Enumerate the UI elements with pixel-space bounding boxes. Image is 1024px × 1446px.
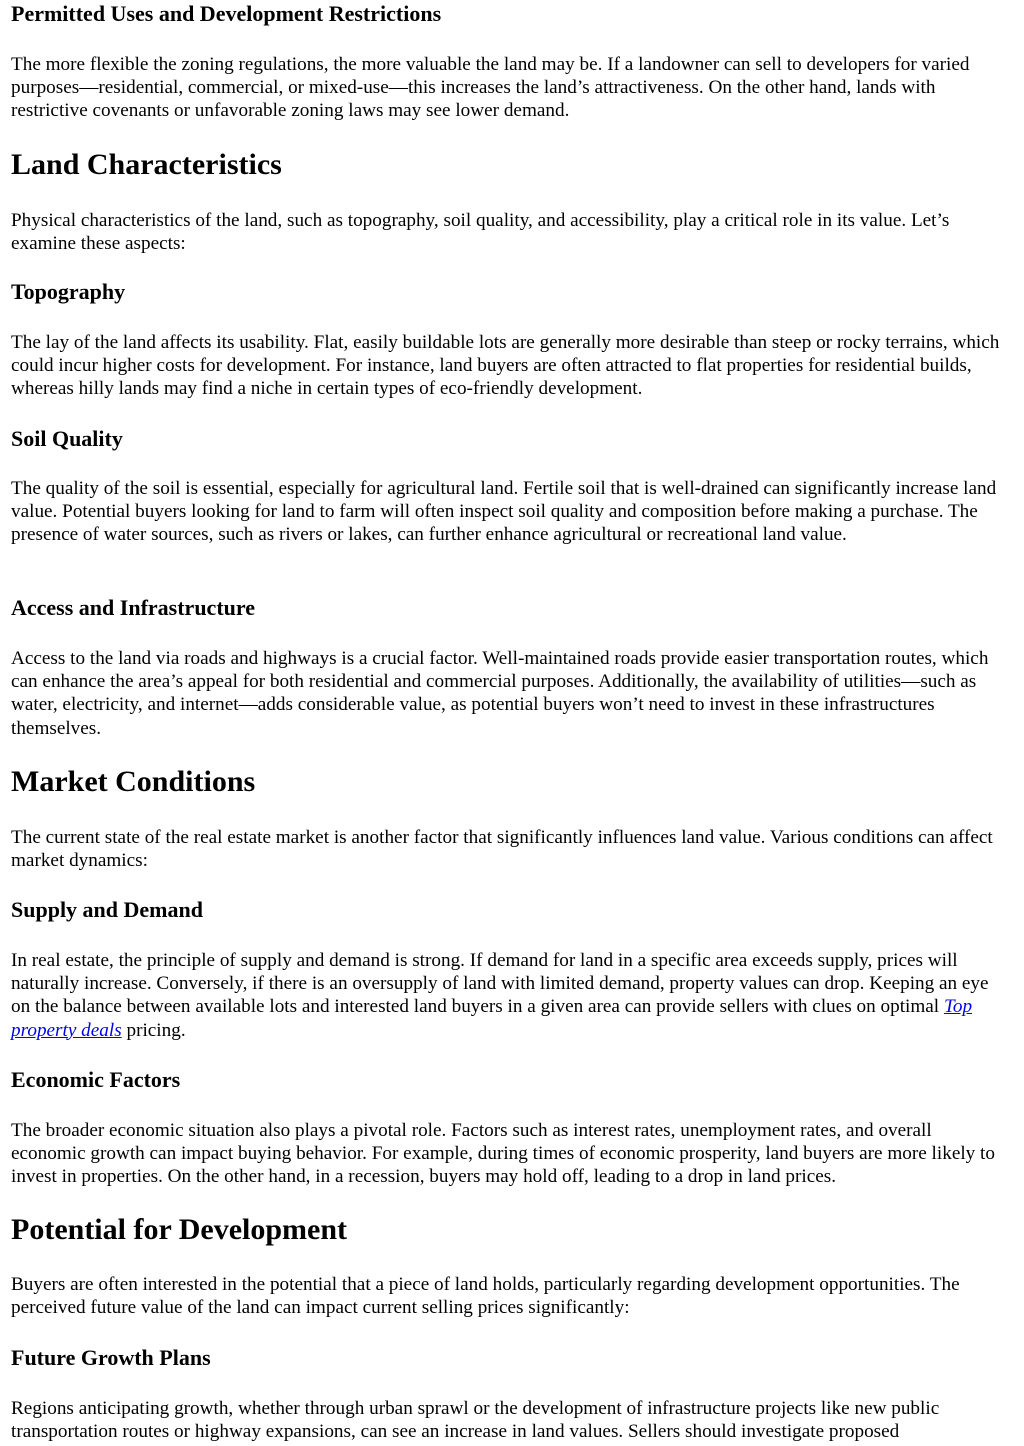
paragraph-development-intro: Buyers are often interested in the potential that a piece of land holds, particularly regarding development opportunities. The perceived future value of the land can impact current selling prices significantly: (11, 1274, 960, 1319)
heading-land-characteristics: Land Characteristics (11, 148, 282, 181)
paragraph-supply-demand (11, 949, 1011, 1042)
heading-access-infrastructure: Access and Infrastructure (11, 595, 256, 620)
heading-economic-factors: Economic Factors (11, 1067, 181, 1092)
heading-potential-development: Potential for Development (11, 1213, 348, 1246)
paragraph-topography: The lay of the land affects its usability. Flat, easily buildable lots are generally more desirable than steep or rocky terrains, which could incur higher costs for development. For instance, land buyers are often attracted to flat properties for residential builds, whereas hilly lands may find a niche in certain types of eco-friendly development. (11, 332, 1000, 400)
heading-permitted-uses: Permitted Uses and Development Restrictions (11, 1, 442, 26)
heading-soil-quality: Soil Quality (11, 426, 123, 451)
paragraph-soil-quality: The quality of the soil is essential, especially for agricultural land. Fertile soil that is well-drained can significantly increase land value. Potential buyers looking for land to farm will often inspect soil quality and composition before making a purchase. The presence of water sources, such as rivers or lakes, can further enhance agricultural or recreational land value. (11, 478, 997, 546)
paragraph-market-intro: The current state of the real estate market is another factor that significantly influences land value. Various conditions can affect market dynamics: (11, 827, 993, 872)
paragraph-economic-factors: The broader economic situation also plays a pivotal role. Factors such as interest rates, unemployment rates, and overall economic growth can impact buying behavior. For example, during times of economic prosperity, land buyers are more likely to invest in properties. On the other hand, in a recession, buyers may hold off, leading to a drop in land prices. (11, 1120, 995, 1188)
heading-supply-demand: Supply and Demand (11, 897, 203, 922)
paragraph-land-intro: Physical characteristics of the land, such as topography, soil quality, and accessibility, play a critical role in its value. Let’s examine these aspects: (11, 210, 950, 255)
supply-text-before: In real estate, the principle of supply and demand is strong. If demand for land in a specific area exceeds supply, prices will naturally increase. Conversely, if there is an oversupply of land with limited demand, property values can drop. Keeping an eye on the balance between available lots and interested land buyers in a given area can provide sellers with clues on optimal (11, 950, 989, 1018)
supply-text-after: pricing. (121, 1019, 186, 1041)
heading-market-conditions: Market Conditions (11, 765, 256, 798)
heading-future-growth: Future Growth Plans (11, 1345, 211, 1370)
paragraph-future-growth: Regions anticipating growth, whether through urban sprawl or the development of infrastructure projects like new public transportation routes or highway expansions, can see an increase in land values. Sellers should investigate proposed (11, 1398, 940, 1443)
heading-topography: Topography (11, 279, 126, 304)
paragraph-access-infrastructure: Access to the land via roads and highways is a crucial factor. Well-maintained roads provide easier transportation routes, which can enhance the area’s appeal for both residential and commercial purposes. Additionally, the availability of utilities—such as water, electricity, and internet—adds considerable value, as potential buyers won’t need to invest in these infrastructures themselves. (11, 648, 989, 739)
top-property-deals-link[interactable]: Top property deals (11, 996, 973, 1041)
paragraph-permitted-uses: The more flexible the zoning regulations, the more valuable the land may be. If a landowner can sell to developers for varied purposes—residential, commercial, or mixed-use—this increases the land’s attractiveness. On the other hand, lands with restrictive covenants or unfavorable zoning laws may see lower demand. (11, 54, 970, 122)
